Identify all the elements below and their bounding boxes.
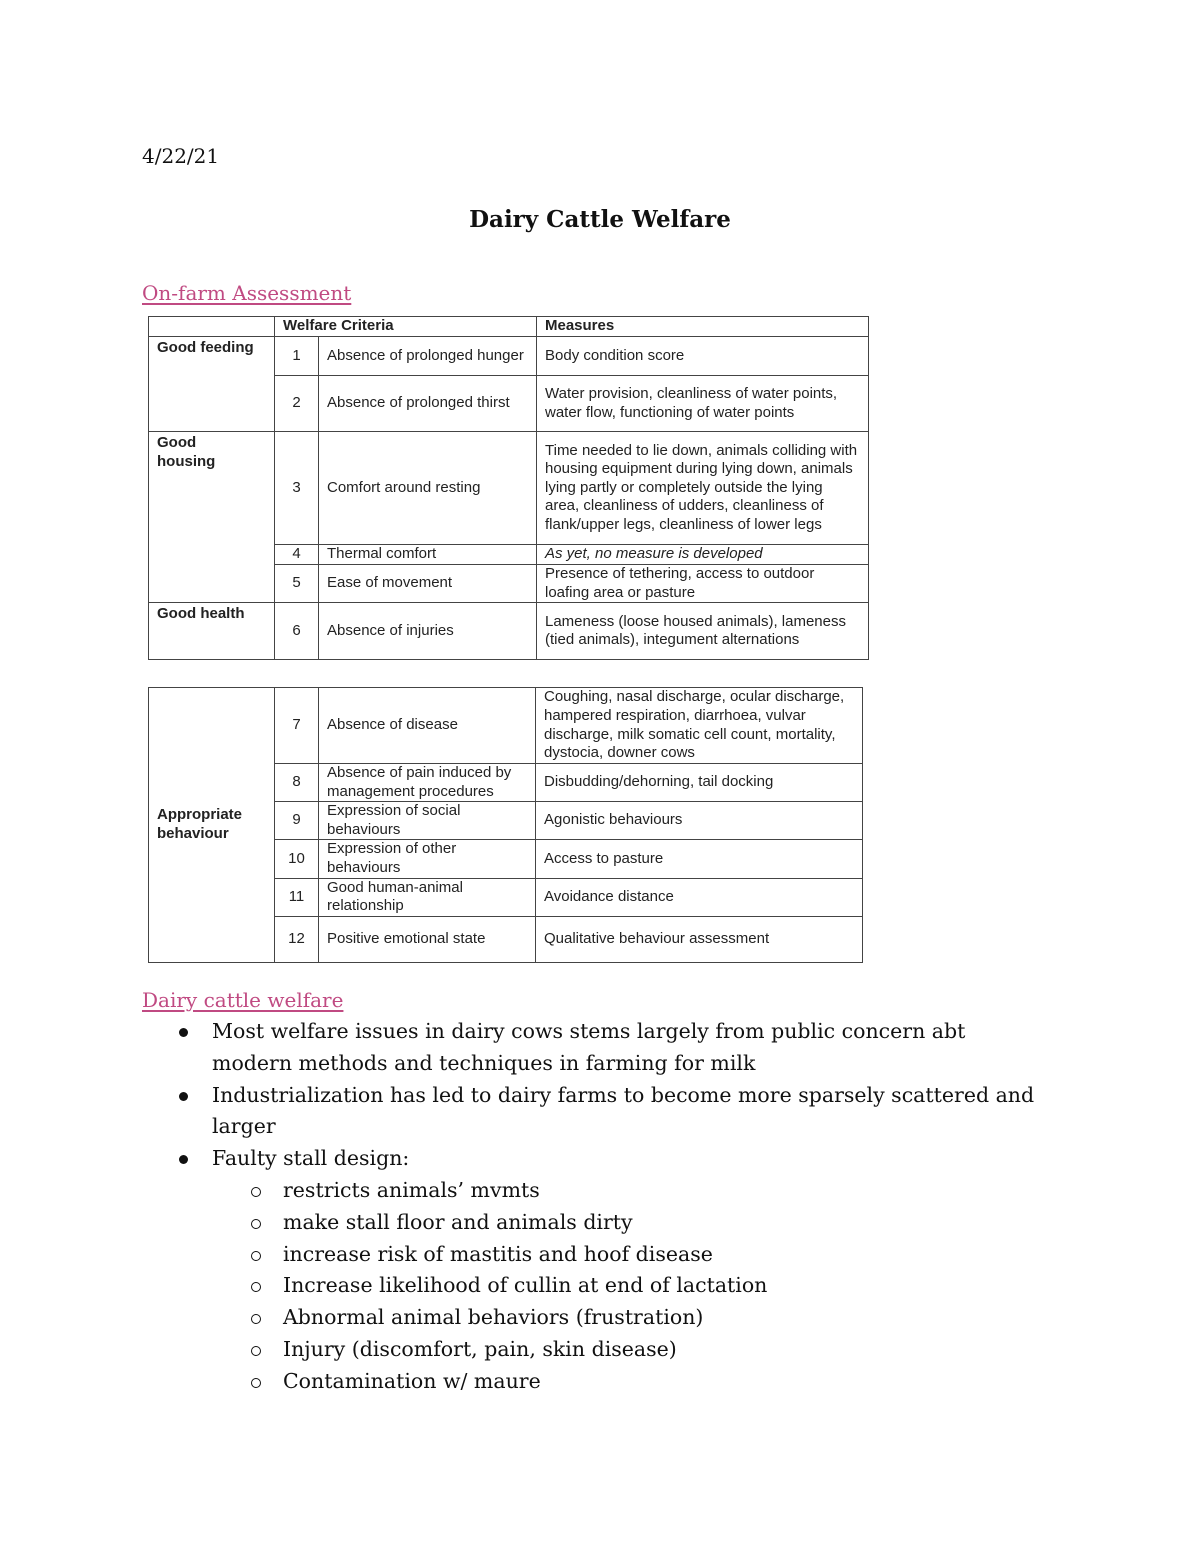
sub-list-item <box>283 1207 1042 1239</box>
list-item <box>212 1016 1042 1080</box>
criteria-number: 7 <box>275 688 319 764</box>
bullet-circle-icon <box>251 1378 261 1388</box>
sub-list-item-text: restricts animals’ mvmts <box>283 1177 540 1202</box>
section-heading-assessment: On-farm Assessment <box>142 281 352 305</box>
criteria-number: 12 <box>275 916 319 962</box>
sub-list-item <box>283 1175 1042 1207</box>
bullet-circle-icon <box>251 1187 261 1197</box>
list-item <box>212 1143 1042 1397</box>
table-header-measures: Measures <box>537 317 869 337</box>
criteria-name: Absence of prolonged hunger <box>319 337 537 376</box>
criteria-measure: Agonistic behaviours <box>536 802 863 840</box>
criteria-measure: Avoidance distance <box>536 878 863 916</box>
criteria-measure: Water provision, cleanliness of water points, water flow, functioning of water points <box>537 376 869 432</box>
criteria-number: 9 <box>275 802 319 840</box>
criteria-number: 4 <box>275 545 319 565</box>
list-item-text: Faulty stall design: <box>212 1146 410 1171</box>
bullet-list <box>212 1016 1042 1398</box>
sub-list-item <box>283 1239 1042 1271</box>
category-good-housing <box>149 432 275 603</box>
list-item <box>212 1080 1042 1144</box>
bullet-circle-icon <box>251 1251 261 1261</box>
sub-list-item <box>283 1334 1042 1366</box>
criteria-measure: Disbudding/dehorning, tail docking <box>536 764 863 802</box>
criteria-measure: Access to pasture <box>536 840 863 878</box>
category-good-housing-label: Good housing <box>157 434 216 470</box>
list-item-text: Most welfare issues in dairy cows stems largely from public concern abt modern methods and techniques in farming for milk <box>212 1019 966 1075</box>
sub-list-item-text: increase risk of mastitis and hoof disease <box>283 1241 713 1266</box>
bullet-dot-icon <box>179 1155 188 1164</box>
sub-list-item-text: Contamination w/ maure <box>283 1368 541 1393</box>
criteria-name: Expression of other behaviours <box>319 840 536 878</box>
criteria-name: Absence of injuries <box>319 603 537 660</box>
category-good-feeding: Good feeding <box>149 337 275 432</box>
sub-list-item-text: Injury (discomfort, pain, skin disease) <box>283 1336 677 1361</box>
sub-list-item-text: make stall floor and animals dirty <box>283 1209 633 1234</box>
criteria-measure: As yet, no measure is developed <box>537 545 869 565</box>
welfare-criteria-table-2 <box>148 687 863 963</box>
section-heading-dairy-welfare: Dairy cattle welfare <box>142 988 344 1012</box>
sub-list-item-text: Increase likelihood of cullin at end of lactation <box>283 1273 768 1298</box>
criteria-measure: Body condition score <box>537 337 869 376</box>
criteria-number: 5 <box>275 565 319 603</box>
criteria-name: Expression of social behaviours <box>319 802 536 840</box>
bullet-dot-icon <box>179 1092 188 1101</box>
table-header-empty <box>149 317 275 337</box>
category-appropriate-behaviour <box>149 688 275 963</box>
criteria-number: 2 <box>275 376 319 432</box>
document-date: 4/22/21 <box>142 144 220 168</box>
criteria-name: Absence of prolonged thirst <box>319 376 537 432</box>
bullet-circle-icon <box>251 1346 261 1356</box>
criteria-name: Absence of disease <box>319 688 536 764</box>
criteria-number: 6 <box>275 603 319 660</box>
criteria-number: 3 <box>275 432 319 545</box>
table-header-criteria: Welfare Criteria <box>275 317 537 337</box>
criteria-number: 1 <box>275 337 319 376</box>
bullet-circle-icon <box>251 1219 261 1229</box>
category-good-health: Good health <box>149 603 275 660</box>
sub-list-item <box>283 1366 1042 1398</box>
criteria-measure: Coughing, nasal discharge, ocular discharge, hampered respiration, diarrhoea, vulvar discharge, milk somatic cell count, mortality, dystocia, downer cows <box>536 688 863 764</box>
category-appropriate-behaviour-label: Appropriate behaviour <box>157 806 243 842</box>
criteria-name: Comfort around resting <box>319 432 537 545</box>
list-item-text: Industrialization has led to dairy farms to become more sparsely scattered and larger <box>212 1082 1035 1139</box>
table-row <box>149 432 869 545</box>
criteria-measure: Qualitative behaviour assessment <box>536 916 863 962</box>
criteria-measure: Time needed to lie down, animals colliding with housing equipment during lying down, animals lying partly or completely outside the lying area, cleanliness of udders, cleanliness of flank/upper legs, cleanliness of lower legs <box>537 432 869 545</box>
criteria-name: Thermal comfort <box>319 545 537 565</box>
criteria-name: Good human-animal relationship <box>319 878 536 916</box>
table-header-row <box>149 317 869 337</box>
criteria-number: 10 <box>275 840 319 878</box>
table-row <box>149 688 863 764</box>
criteria-name: Absence of pain induced by management procedures <box>319 764 536 802</box>
bullet-circle-icon <box>251 1314 261 1324</box>
table-row <box>149 337 869 376</box>
criteria-name: Positive emotional state <box>319 916 536 962</box>
criteria-number: 8 <box>275 764 319 802</box>
criteria-measure: Presence of tethering, access to outdoor loafing area or pasture <box>537 565 869 603</box>
welfare-criteria-table-1 <box>148 316 869 660</box>
criteria-number: 11 <box>275 878 319 916</box>
bullet-circle-icon <box>251 1282 261 1292</box>
criteria-measure: Lameness (loose housed animals), lameness (tied animals), integument alternations <box>537 603 869 660</box>
sub-list-item <box>283 1302 1042 1334</box>
sub-list-item-text: Abnormal animal behaviors (frustration) <box>283 1305 704 1330</box>
sub-bullet-list <box>212 1175 1042 1398</box>
criteria-name: Ease of movement <box>319 565 537 603</box>
bullet-dot-icon <box>179 1028 188 1037</box>
document-title: Dairy Cattle Welfare <box>469 206 731 233</box>
sub-list-item <box>283 1270 1042 1302</box>
table-row <box>149 603 869 660</box>
